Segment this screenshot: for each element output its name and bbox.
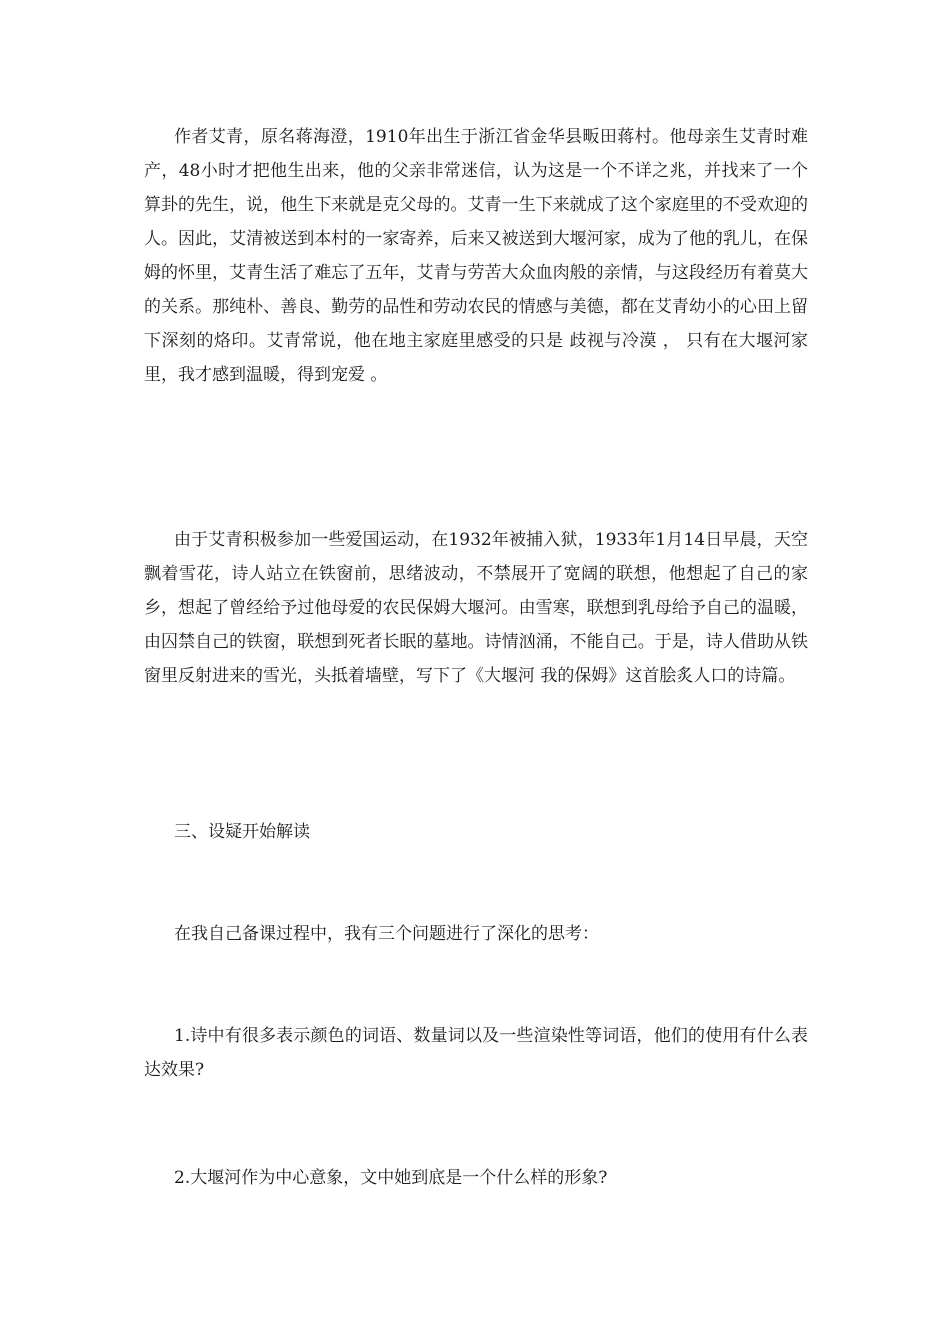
paragraph-intro-questions: 在我自己备课过程中，我有三个问题进行了深化的思考： [174,924,599,944]
section-heading: 三、设疑开始解读 [174,822,310,842]
paragraph-poem-background: 由于艾青积极参加一些爱国运动，在1932年被捕入狱，1933年1月14日早晨，天空飘着雪花，诗人站立在铁窗前，思绪波动，不禁展开了宽阔的联想，他想起了自己的家乡，想起了曾经给予过他母爱的农民保姆大堰河。由雪寒，联想到乳母给予自己的温暖，由囚禁自己的铁窗，联想到死者长眠的墓地。诗情汹涌，不能自己。于是，诗人借助从铁窗里反射进来的雪光，头抵着墙壁，写下了《大堰河 我的保姆》这首脍炙人口的诗篇。 [144,530,808,686]
question-item-2: 2.大堰河作为中心意象，文中她到底是一个什么样的形象? [174,1168,608,1188]
question-item-1: 1.诗中有很多表示颜色的词语、数量词以及一些渲染性等词语，他们的使用有什么表达效果? [144,1026,808,1080]
paragraph-author-biography: 作者艾青，原名蒋海澄，1910年出生于浙江省金华县畈田蒋村。他母亲生艾青时难产，48小时才把他生出来，他的父亲非常迷信，认为这是一个不详之兆，并找来了一个算卦的先生，说，他生下来就是克父母的。艾青一生下来就成了这个家庭里的不受欢迎的人。因此，艾清被送到本村的一家寄养，后来又被送到大堰河家，成为了他的乳儿，在保姆的怀里，艾青生活了难忘了五年，艾青与劳苦大众血肉般的亲情，与这段经历有着莫大的关系。那纯朴、善良、勤劳的品性和劳动农民的情感与美德，都在艾青幼小的心田上留下深刻的烙印。艾青常说，他在地主家庭里感受的只是 歧视与冷漠 ， 只有在大堰河家里，我才感到温暖，得到宠爱 。 [144,127,808,385]
